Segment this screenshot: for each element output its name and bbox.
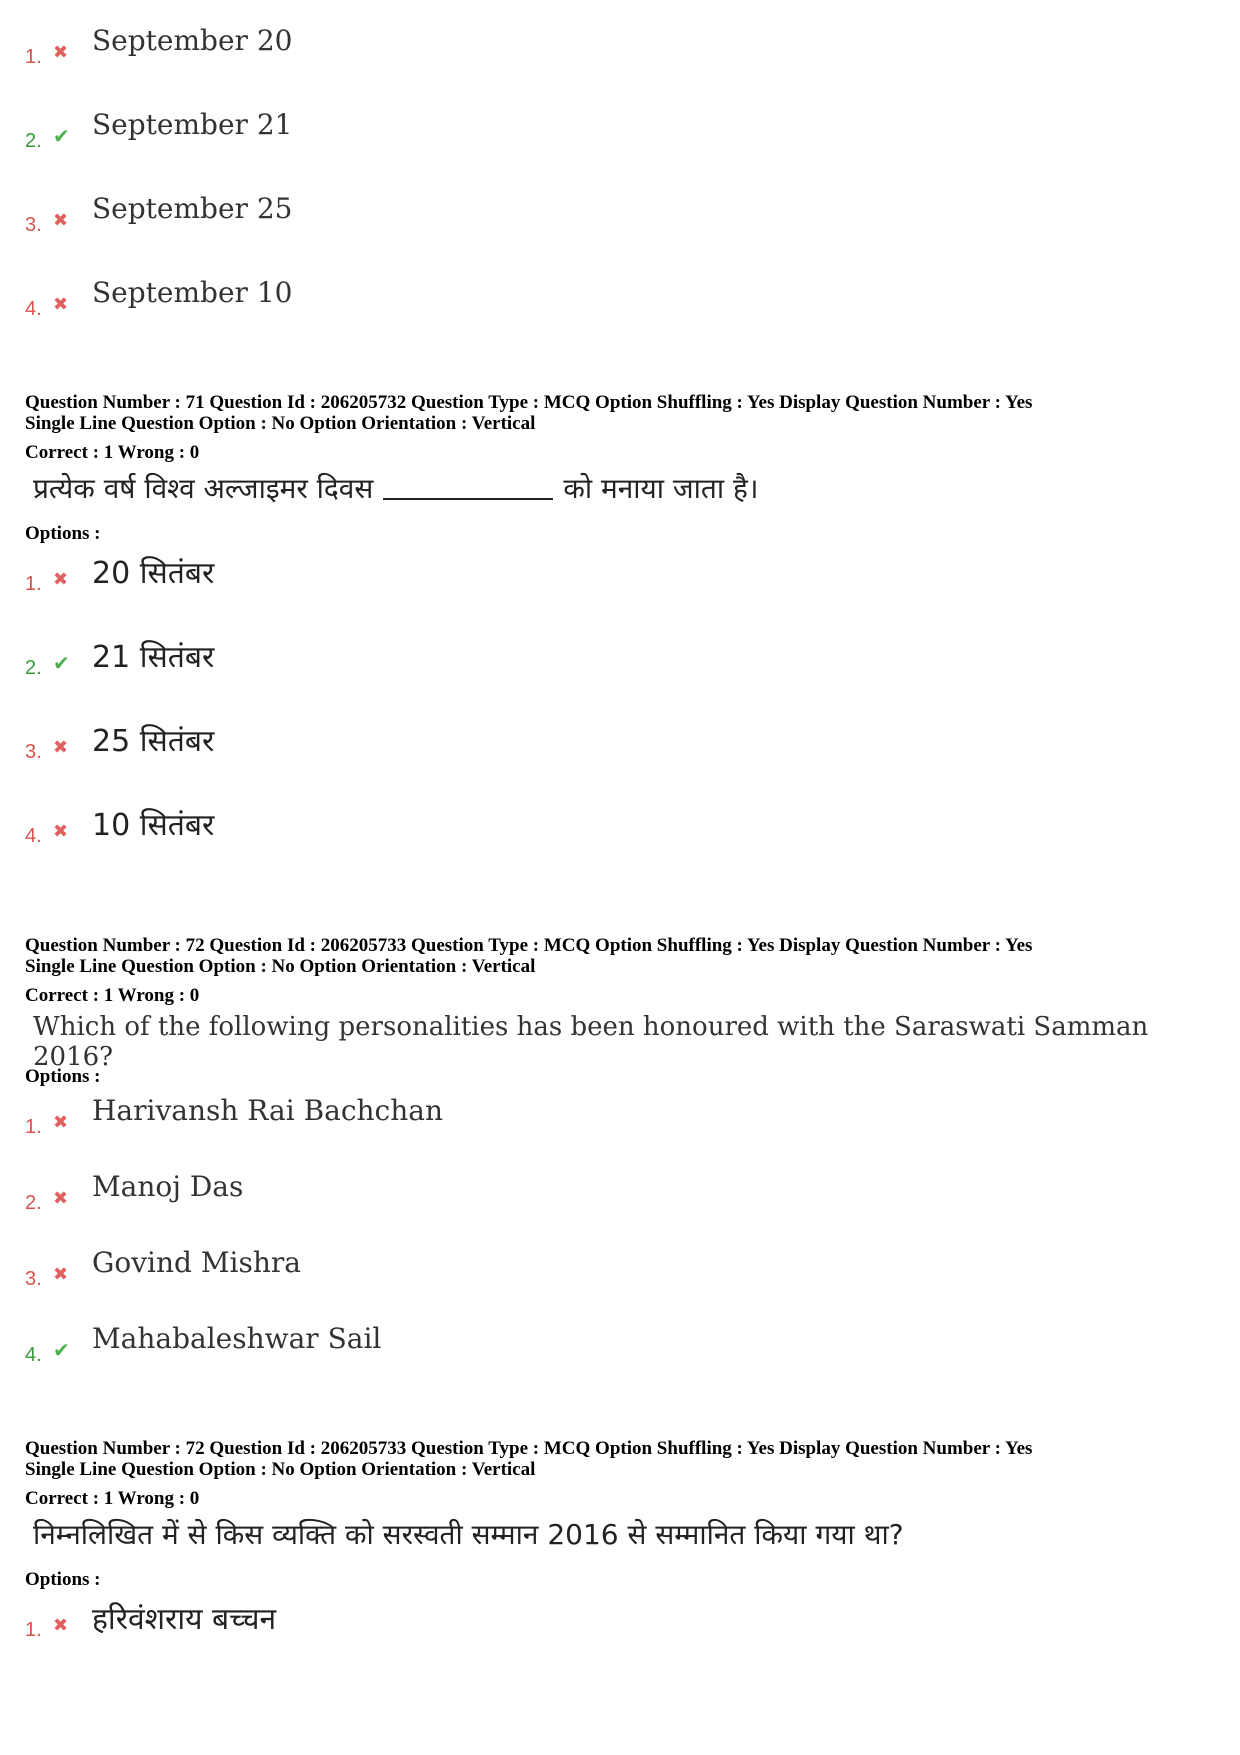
option-number: 4. (25, 298, 42, 320)
meta-line: Single Line Question Option : No Option Orientation : Vertical (25, 1459, 536, 1480)
option-number: 1. (25, 1619, 42, 1641)
meta-line: Question Number : 72 Question Id : 206205733 Question Type : MCQ Option Shuffling : Yes Display Question Number : Yes (25, 1438, 1033, 1459)
options-list (25, 551, 1215, 887)
fill-blank (383, 498, 553, 500)
option-text: September 25 (92, 192, 293, 225)
option-4 (25, 803, 1215, 887)
cross-icon: ✖ (53, 737, 69, 758)
option-number: 3. (25, 741, 42, 763)
cross-icon: ✖ (53, 1615, 69, 1636)
marks-line: Correct : 1 Wrong : 0 (25, 985, 200, 1006)
options-list (25, 1597, 1215, 1681)
cross-icon: ✖ (53, 821, 69, 842)
option-number: 3. (25, 214, 42, 236)
options-list (25, 1094, 1215, 1398)
question-72-hindi (25, 1438, 1215, 1681)
options-label: Options : (25, 523, 101, 544)
meta-line: Question Number : 71 Question Id : 206205732 Question Type : MCQ Option Shuffling : Yes Display Question Number : Yes (25, 392, 1033, 413)
marks-line: Correct : 1 Wrong : 0 (25, 442, 200, 463)
option-text: Manoj Das (92, 1170, 244, 1203)
question-71 (25, 392, 1215, 887)
question-meta (25, 392, 1215, 463)
option-1 (25, 551, 1215, 635)
question-70-options (25, 24, 1215, 360)
option-2 (25, 108, 1215, 192)
meta-line: Single Line Question Option : No Option Orientation : Vertical (25, 956, 536, 977)
question-meta (25, 1438, 1215, 1509)
option-number: 1. (25, 573, 42, 595)
options-label: Options : (25, 1569, 101, 1590)
question-text (33, 469, 1215, 519)
check-icon: ✔ (53, 124, 70, 148)
question-text-after: को मनाया जाता है। (563, 472, 759, 505)
option-2 (25, 635, 1215, 719)
option-text: 20 सितंबर (92, 556, 215, 591)
option-text: Mahabaleshwar Sail (92, 1322, 382, 1355)
cross-icon: ✖ (53, 210, 69, 231)
option-text: Govind Mishra (92, 1246, 301, 1279)
option-text: 25 सितंबर (92, 724, 215, 759)
option-1 (25, 1094, 1215, 1170)
option-text: September 21 (92, 108, 293, 141)
meta-line: Single Line Question Option : No Option Orientation : Vertical (25, 413, 536, 434)
cross-icon: ✖ (53, 1264, 69, 1285)
option-1 (25, 1597, 1215, 1681)
cross-icon: ✖ (53, 42, 69, 63)
check-icon: ✔ (53, 1338, 70, 1362)
option-text: 10 सितंबर (92, 808, 215, 843)
cross-icon: ✖ (53, 569, 69, 590)
option-text: Harivansh Rai Bachchan (92, 1094, 443, 1127)
check-icon: ✔ (53, 651, 70, 675)
marks-line: Correct : 1 Wrong : 0 (25, 1488, 200, 1509)
option-3 (25, 192, 1215, 276)
option-number: 1. (25, 46, 42, 68)
option-4 (25, 276, 1215, 360)
option-text: हरिवंशराय बच्चन (92, 1602, 277, 1637)
option-number: 2. (25, 130, 42, 152)
option-text: 21 सितंबर (92, 640, 215, 675)
option-4 (25, 1322, 1215, 1398)
option-number: 2. (25, 1192, 42, 1214)
options-list (25, 24, 1215, 360)
option-text: September 20 (92, 24, 293, 57)
option-number: 3. (25, 1268, 42, 1290)
option-3 (25, 719, 1215, 803)
meta-line: Question Number : 72 Question Id : 206205733 Question Type : MCQ Option Shuffling : Yes Display Question Number : Yes (25, 935, 1033, 956)
question-meta (25, 935, 1215, 1006)
question-text: निम्नलिखित में से किस व्यक्ति को सरस्वती सम्मान 2016 से सम्मानित किया गया था? (33, 1518, 904, 1551)
question-text: Which of the following personalities has been honoured with the Saraswati Samman 2016? (33, 1012, 1149, 1072)
option-3 (25, 1246, 1215, 1322)
options-label: Options : (25, 1066, 101, 1087)
option-2 (25, 1170, 1215, 1246)
question-72-english (25, 935, 1215, 1398)
option-number: 4. (25, 825, 42, 847)
cross-icon: ✖ (53, 1112, 69, 1133)
cross-icon: ✖ (53, 1188, 69, 1209)
option-text: September 10 (92, 276, 293, 309)
cross-icon: ✖ (53, 294, 69, 315)
option-1 (25, 24, 1215, 108)
option-number: 4. (25, 1344, 42, 1366)
option-number: 1. (25, 1116, 42, 1138)
question-text-before: प्रत्येक वर्ष विश्व अल्जाइमर दिवस (33, 472, 374, 505)
option-number: 2. (25, 657, 42, 679)
